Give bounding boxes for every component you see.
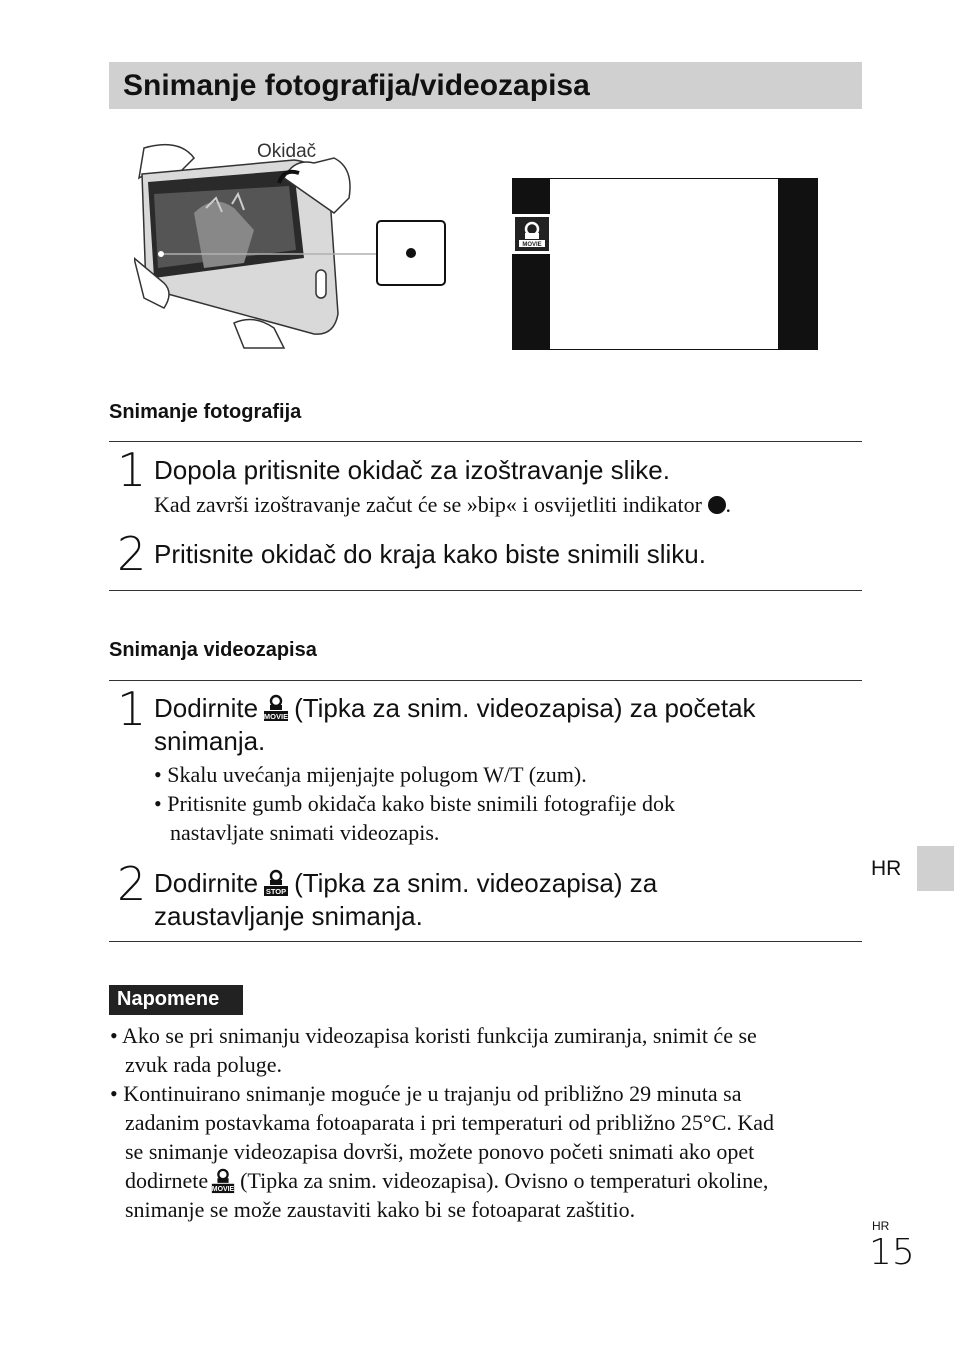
- step-number: 1: [117, 682, 147, 736]
- photo-section-heading: Snimanje fotografija: [109, 401, 302, 423]
- divider: [109, 680, 862, 681]
- list-item: • Pritisnite gumb okidača kako biste snimili fotografije dok: [154, 791, 675, 816]
- movie-button-icon: [210, 1168, 236, 1194]
- svg-text:STOP: STOP: [265, 887, 287, 896]
- step-text: Dodirnite MOVIE (Tipka za snim. videozapisa) za početak snimanja.: [154, 693, 756, 756]
- page-language: HR: [872, 1219, 890, 1233]
- notes-label: Napomene: [109, 985, 243, 1015]
- divider: [109, 941, 862, 942]
- notes-list: [110, 1021, 860, 1224]
- bullet-list: [154, 760, 675, 847]
- indicator-dot-icon: [708, 496, 726, 514]
- movie-button-icon: [262, 694, 290, 722]
- camera-illustration: [134, 138, 454, 350]
- language-tab-label: HR: [871, 857, 902, 880]
- video-section-heading: Snimanja videozapisa: [109, 639, 317, 661]
- divider: [109, 590, 862, 591]
- shutter-label: Okidač: [257, 141, 317, 162]
- svg-text:MOVIE: MOVIE: [211, 1186, 235, 1194]
- list-item: • Skalu uvećanja mijenjajte polugom W/T (zum).: [154, 762, 587, 787]
- page-number: 15: [869, 1232, 915, 1273]
- page-title-bar: [109, 62, 862, 109]
- screen-illustration: [512, 178, 818, 350]
- step-number: 1: [117, 443, 147, 497]
- svg-text:MOVIE: MOVIE: [263, 712, 289, 721]
- language-tab: [917, 846, 954, 891]
- step-text: Pritisnite okidač do kraja kako biste snimili sliku.: [154, 539, 706, 569]
- list-item-continuation: nastavljate snimati videozapis.: [170, 820, 440, 845]
- movie-icon-label: MOVIE: [522, 242, 542, 248]
- step-text: Dopola pritisnite okidač za izoštravanje slike.: [154, 455, 670, 485]
- step-text: Dodirnite STOP (Tipka za snim. videozapisa) za zaustavljanje snimanja.: [154, 868, 658, 931]
- step-number: 2: [117, 527, 147, 581]
- divider: [109, 441, 862, 442]
- stop-button-icon: [262, 869, 290, 897]
- step-detail: Kad završi izoštravanje začut će se »bip« i osvijetliti indikator .: [154, 492, 731, 517]
- step-number: 2: [117, 857, 147, 911]
- list-item: • Ako se pri snimanju videozapisa koristi funkcija zumiranja, snimit će se zvuk rada poluge.: [110, 1023, 757, 1077]
- page-title: Snimanje fotografija/videozapisa: [123, 69, 590, 102]
- list-item: • Kontinuirano snimanje moguće je u trajanju od približno 29 minuta sa zadanim postavkama fotoaparata i pri temperaturi od približno 25°C. Kad se snimanje videozapisa dovrši, možete ponovo početi snimati ako opet dodirnete MOVIE (Tipka za snim. videozapisa). Ovisno o temperaturi okoline, snimanje se može zaustaviti kako bi se fotoaparat zaštitio.: [110, 1081, 775, 1222]
